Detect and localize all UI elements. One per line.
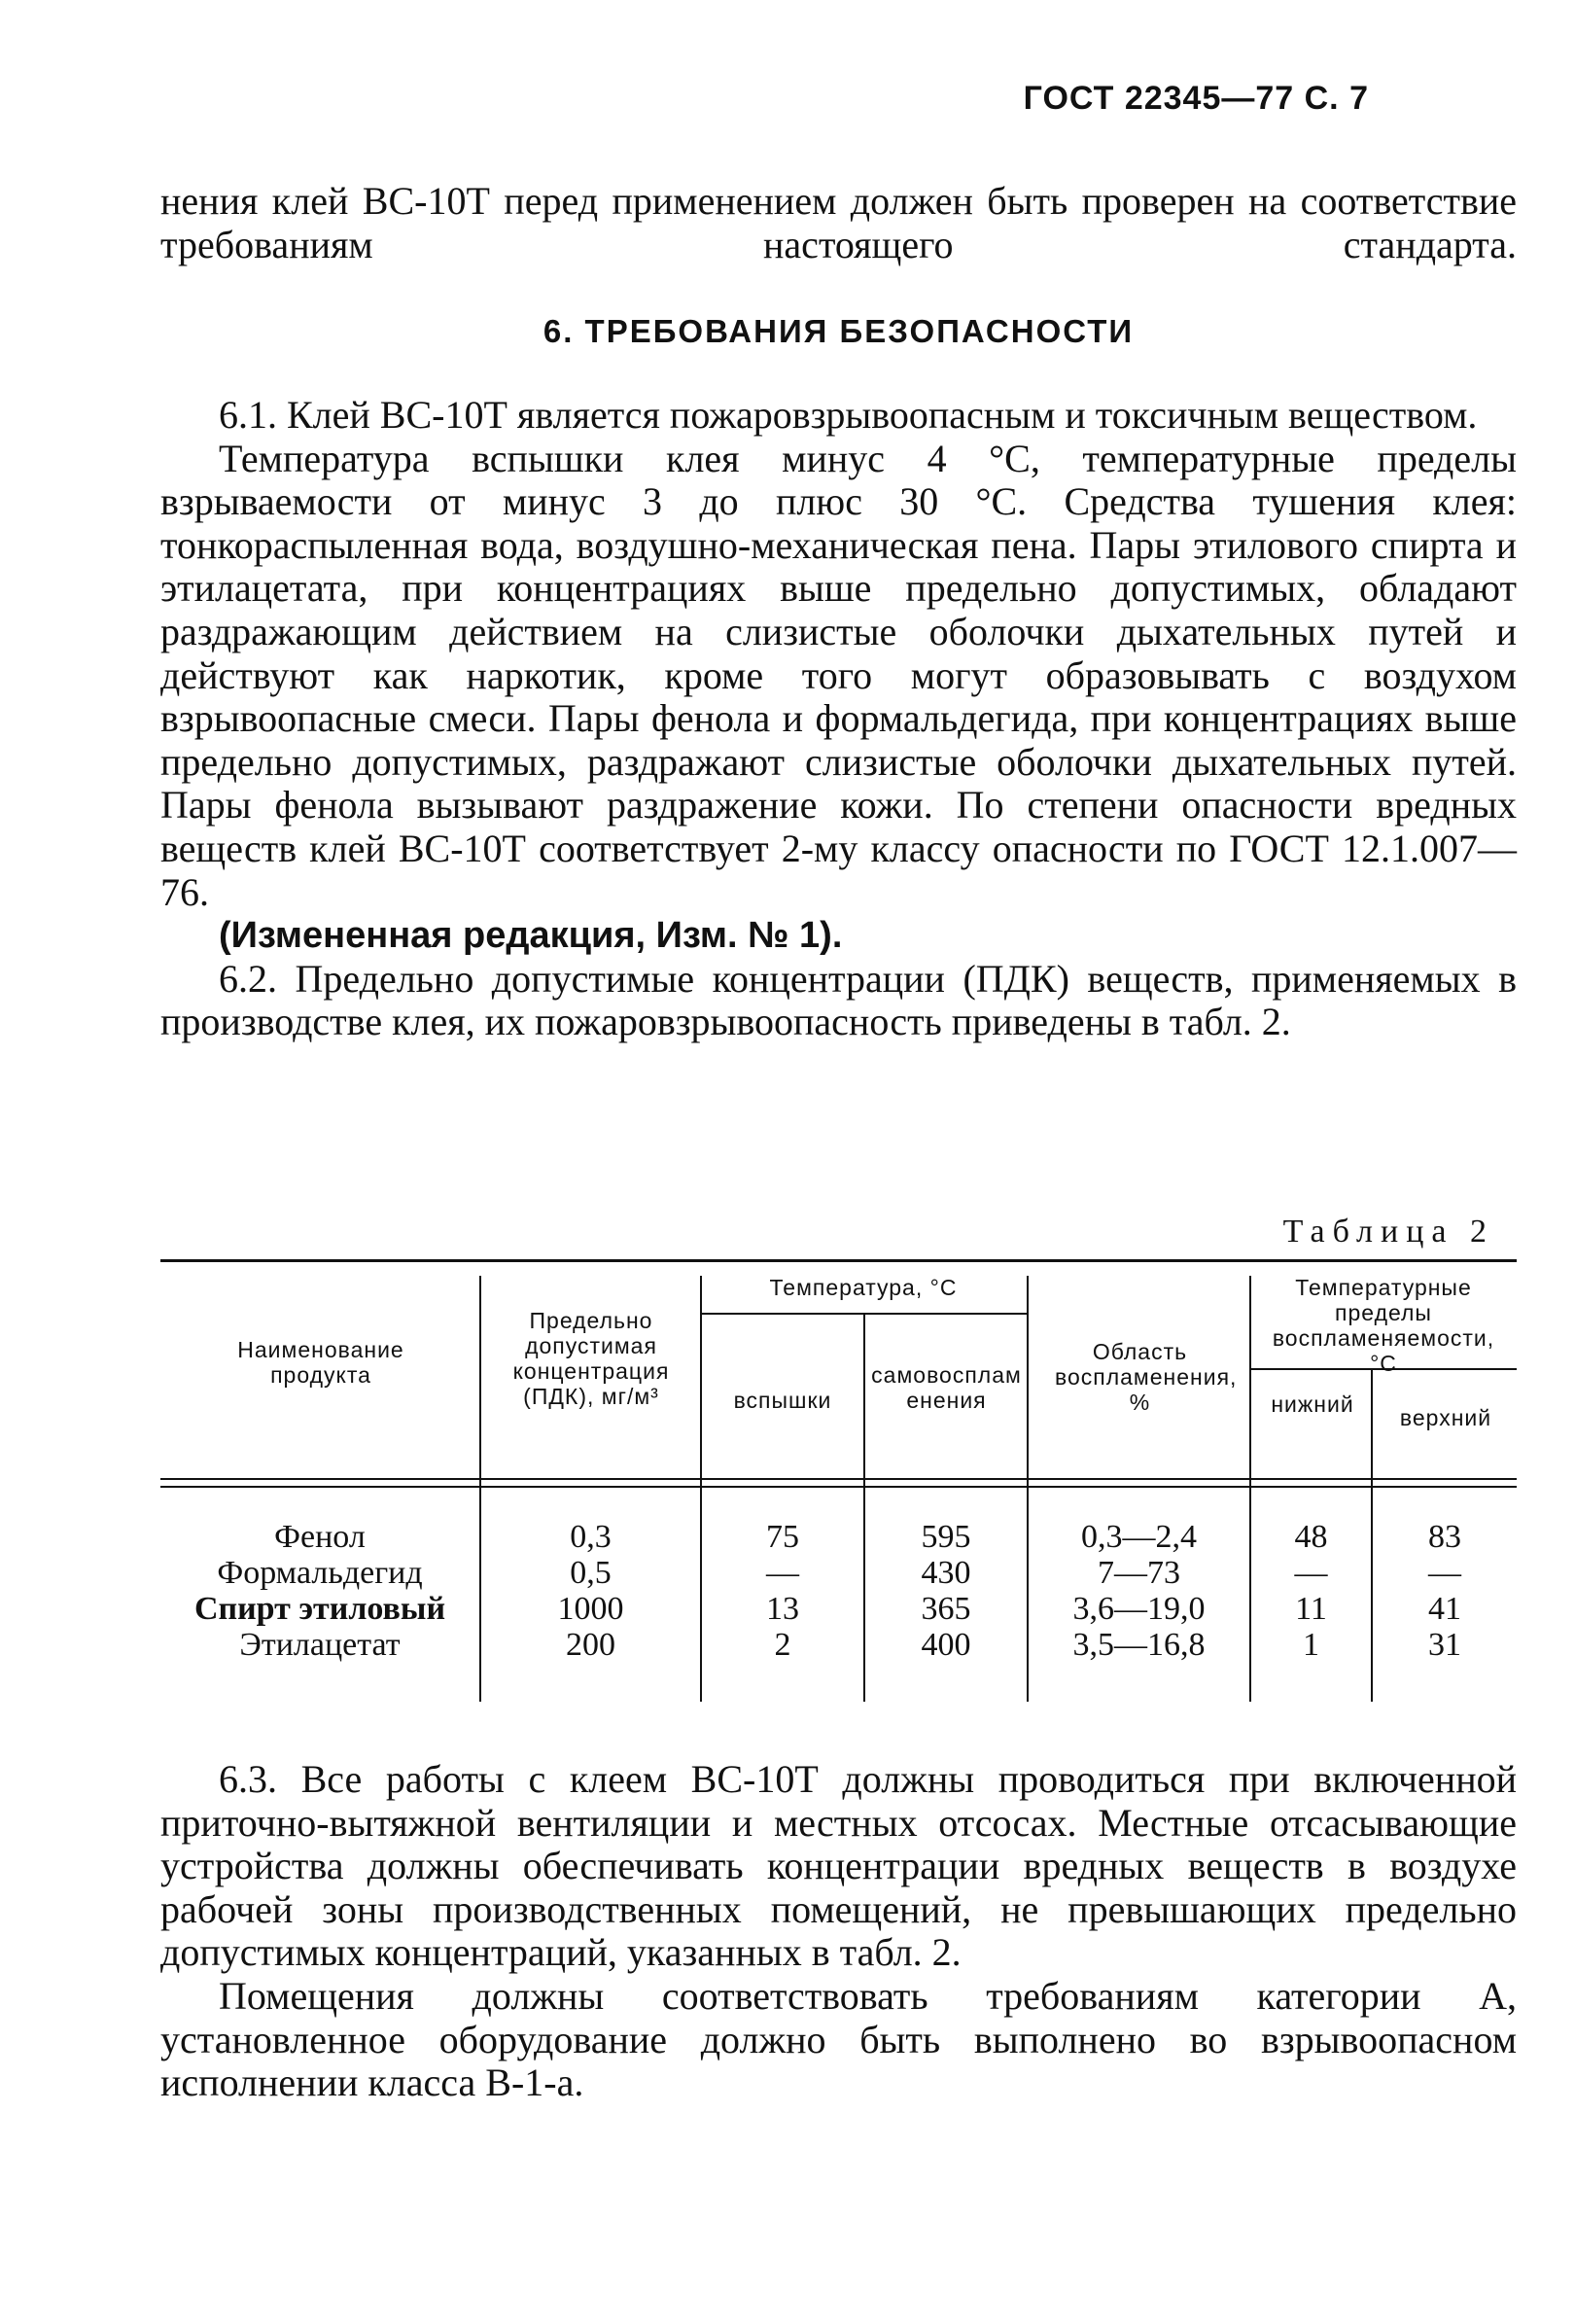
table-row [160, 1555, 1517, 1591]
cell-name: Формальдегид [217, 1555, 423, 1591]
cell-lower: 48 [1294, 1519, 1328, 1555]
cell-upper: 31 [1428, 1627, 1461, 1663]
section-title: 6. ТРЕБОВАНИЯ БЕЗОПАСНОСТИ [542, 313, 1135, 349]
header-product: Наименование продукта [237, 1337, 404, 1388]
cell-upper: 83 [1428, 1519, 1461, 1555]
header-flash: вспышки [733, 1388, 832, 1413]
cell-name: Спирт этиловый [193, 1591, 446, 1627]
cell-area: 7—73 [1098, 1555, 1180, 1591]
paragraph-6-3: 6.3. Все работы с клеем ВС-10Т должны проводиться при включенной приточно-вытяжной вентиляции и местных отсосах. Местные отсасывающие устройства должны обеспечивать концентрации вредных веществ в воздухе рабочей зоны производственных помещений, не превышающих предельно допустимых концентраций, указанных в табл. 2. [160, 1757, 1517, 1975]
header-upper: верхний [1399, 1405, 1492, 1430]
header-autoignition: самовоспламенения [871, 1362, 1022, 1413]
cell-area: 3,5—16,8 [1072, 1627, 1206, 1663]
paragraph-premises: Помещения должны соответствовать требованиям категории А, установленное оборудование должно быть выполнено во взрывоопасном исполнении класса В-1-а. [160, 1973, 1517, 2105]
cell-lower: — [1294, 1555, 1328, 1591]
cell-lower: 1 [1303, 1627, 1319, 1663]
table-row [160, 1591, 1517, 1627]
cell-name: Этилацетат [239, 1627, 401, 1663]
cell-lower: 11 [1295, 1591, 1327, 1627]
paragraph-6-1-details: Температура вспышки клея минус 4 °С, температурные пределы взрываемости от минус 3 до плюс 30 °С. Средства тушения клея: тонкораспыленная вода, воздушно-механическая пена. Пары этилового спирта и этилацетата, при концентрациях выше предельно допустимых, обладают раздражающим действием на слизистые оболочки дыхательных путей и действуют как наркотик, кроме того могут образовывать с воздухом взрывоопасные смеси. Пары фенола и формальдегида, при концентрациях выше предельно допустимых, раздражают слизистые оболочки дыхательных путей. Пары фенола вызывают раздражение кожи. По степени опасности вредных веществ клей ВС-10Т соответствует 2-му классу опасности по ГОСТ 12.1.007—76. [160, 436, 1517, 914]
intro-paragraph: нения клей ВС-10Т перед применением должен быть проверен на соответствие требованиям настоящего стандарта. [160, 179, 1517, 266]
cell-flash: 2 [774, 1627, 791, 1663]
amendment-note: (Измененная редакция, Изм. № 1). [219, 915, 843, 957]
safety-table [160, 1259, 1517, 1707]
header-lower: нижний [1271, 1391, 1354, 1417]
cell-upper: — [1428, 1555, 1461, 1591]
cell-auto: 430 [921, 1555, 971, 1591]
page-header: ГОСТ 22345—77 С. 7 [1023, 80, 1369, 117]
table-top-rule [160, 1259, 1517, 1262]
cell-auto: 400 [921, 1627, 971, 1663]
cell-flash: 75 [766, 1519, 799, 1555]
paragraph-6-2: 6.2. Предельно допустимые концентрации (ПДК) веществ, применяемых в производстве клея, их пожаровзрывоопасность приведены в табл. 2. [160, 956, 1517, 1044]
table-row [160, 1627, 1517, 1663]
table-header-rule-1 [160, 1478, 1517, 1480]
table-header-rule-2 [160, 1486, 1517, 1488]
table-caption: Таблица 2 [1282, 1214, 1494, 1250]
cell-pdk: 1000 [557, 1591, 624, 1627]
header-pdk: Предельно допустимая концентрация (ПДК), мг/м³ [512, 1308, 670, 1409]
cell-flash: 13 [766, 1591, 799, 1627]
cell-pdk: 200 [566, 1627, 615, 1663]
cell-pdk: 0,3 [570, 1519, 612, 1555]
header-limits: Температурные пределы воспламеняемости, °С [1272, 1275, 1495, 1376]
cell-upper: 41 [1428, 1591, 1461, 1627]
cell-pdk: 0,5 [570, 1555, 612, 1591]
header-temperature: Температура, °С [769, 1275, 958, 1300]
cell-auto: 595 [921, 1519, 971, 1555]
header-ignition-area: Область воспламенения, % [1055, 1339, 1238, 1415]
cell-name: Фенол [274, 1519, 366, 1555]
table-row [160, 1519, 1517, 1555]
cell-auto: 365 [921, 1591, 971, 1627]
cell-area: 0,3—2,4 [1081, 1519, 1197, 1555]
cell-area: 3,6—19,0 [1072, 1591, 1206, 1627]
cell-flash: — [766, 1555, 799, 1591]
paragraph-6-1: 6.1. Клей ВС-10Т является пожаровзрывоопасным и токсичным веществом. [219, 393, 1478, 437]
